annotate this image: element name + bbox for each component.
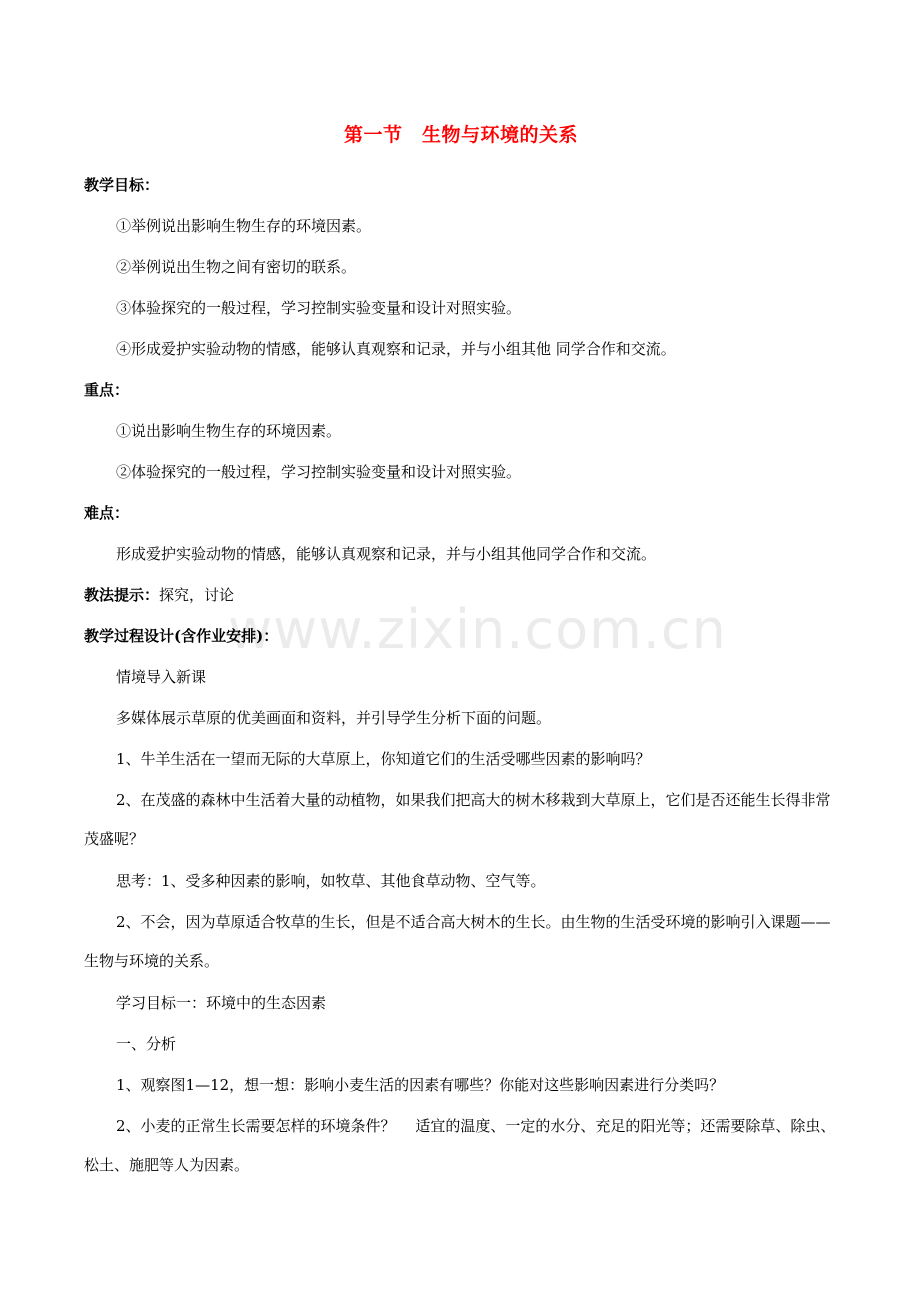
key-point-item: ①说出影响生物生存的环境因素。 [116, 422, 342, 440]
goals-heading: 教学目标： [84, 176, 160, 194]
method-text: 探究，讨论 [159, 586, 235, 604]
process-heading: 教学过程设计(含作业安排)： [84, 627, 279, 645]
method-heading: 教法提示： [84, 586, 160, 604]
process-paragraph: 1、观察图1—12，想一想：影响小麦生活的因素有哪些？你能对这些影响因素进行分类吗？ [116, 1076, 725, 1094]
process-paragraph: 多媒体展示草原的优美画面和资料，并引导学生分析下面的问题。 [116, 709, 552, 727]
document-page [84, 120, 838, 1195]
difficulty-heading: 难点： [84, 504, 130, 522]
difficulty-text: 形成爱护实验动物的情感，能够认真观察和记录，并与小组其他同学合作和交流。 [116, 545, 657, 563]
goal-item: ③体验探究的一般过程，学习控制实验变量和设计对照实验。 [116, 299, 522, 317]
process-paragraph: 2、不会，因为草原适合牧草的生长，但是不适合高大树木的生长。由生物的生活受环境的影响引入课题——生物与环境的关系。 [84, 913, 831, 970]
process-paragraph: 思考：1、受多种因素的影响，如牧草、其他食草动物、空气等。 [116, 872, 546, 890]
process-paragraph: 一、分析 [116, 1035, 177, 1053]
method-line [84, 583, 838, 607]
watermark: www.zixin.com.cn [228, 598, 727, 661]
process-paragraph: 学习目标一：环境中的生态因素 [116, 994, 327, 1012]
page-title: 第一节 生物与环境的关系 [343, 124, 578, 146]
process-paragraph: 1、牛羊生活在一望而无际的大草原上，你知道它们的生活受哪些因素的影响吗？ [116, 750, 651, 768]
key-point-item: ②体验探究的一般过程，学习控制实验变量和设计对照实验。 [116, 463, 522, 481]
goal-item: ①举例说出影响生物生存的环境因素。 [116, 217, 372, 235]
process-paragraph: 2、小麦的正常生长需要怎样的环境条件？ 适宜的温度、一定的水分、充足的阳光等；还需要除草、除虫、松土、施肥等人为因素。 [84, 1117, 836, 1174]
process-paragraph: 情境导入新课 [116, 668, 207, 686]
goal-item: ④形成爱护实验动物的情感，能够认真观察和记录，并与小组其他 同学合作和交流。 [116, 340, 676, 358]
goal-item: ②举例说出生物之间有密切的联系。 [116, 258, 357, 276]
process-paragraph: 2、在茂盛的森林中生活着大量的动植物，如果我们把高大的树木移栽到大草原上，它们是否还能生长得非常茂盛呢？ [84, 791, 831, 848]
key-points-heading: 重点： [84, 381, 130, 399]
